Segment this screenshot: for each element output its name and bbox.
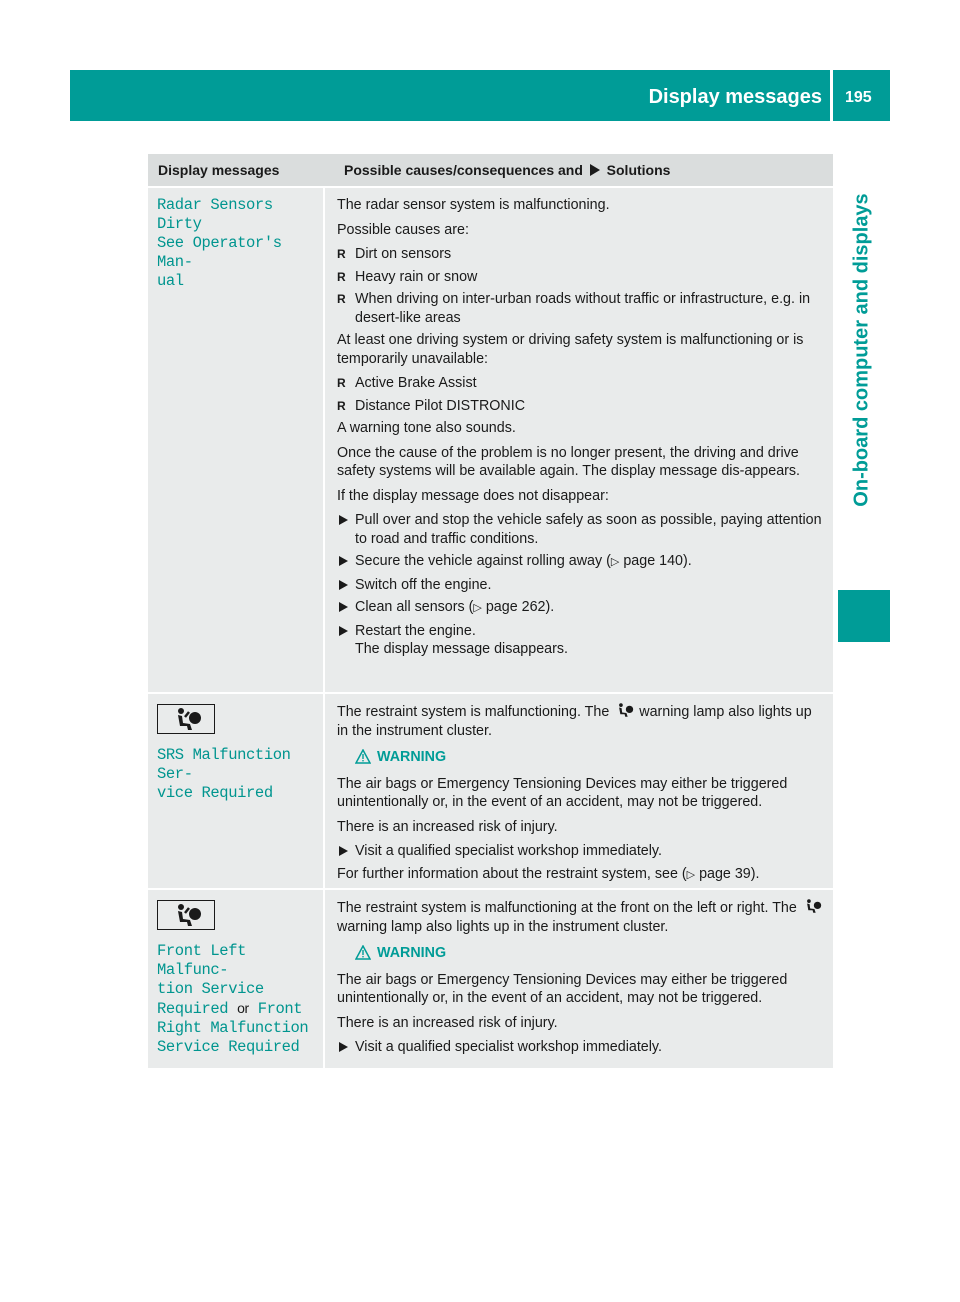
message-cell [148,694,323,888]
column-header-causes: Possible causes/consequences and Solutions [344,162,671,178]
airbag-icon [613,702,635,718]
solution-cell: The radar sensor system is malfunctioning. Possible causes are: R Dirt on sensors R Heavy rain or snow R When driving on inter-urban roads without traffic or infrastructure, e.g. in desert-like areas At least one driving system or driving safety system is malfunctioning or is temporarily unavailable: R Active Brake Assist R Distance Pilot DISTRONIC A warning tone also sounds. Once the cause of the problem is no longer present, the driving and drive safety systems will be available again. The display message dis-appears. If the display message does not disappear: Pull over and stop the vehicle safely as soon as possible, paying attention to road and traffic conditions. Secure the vehicle against rolling away (▷ page 140). Switch off the engine. Clean all sensors (▷ page 262). Restart the engine. The display message disappears. [323,188,833,692]
display-message: Front Left Malfunc‐ tion Service Required or Front Right Malfunction Service Required [157,942,309,1056]
list-item: R Active Brake Assist [337,374,825,393]
list-item: Restart the engine. The display message disappears. [337,622,825,659]
arrow-icon [590,164,600,176]
header-separator [830,70,833,121]
list-item: R Heavy rain or snow [337,268,825,287]
warning-heading: WARNING [355,944,825,963]
page-number: 195 [845,89,872,106]
list-item: Switch off the engine. [337,576,825,595]
display-messages-table [148,154,833,1068]
list-item: Pull over and stop the vehicle safely as soon as possible, paying attention to road and traffic conditions. [337,511,825,548]
solution-cell: The restraint system is malfunctioning. The warning lamp also lights up in the instrument cluster. WARNING The air bags or Emergency Tensioning Devices may either be triggered unintentionally or, in the event of an accident, may not be triggered. There is an increased risk of injury. Visit a qualified specialist workshop immediately. For further information about the restraint system, see (▷ page 39). [323,694,833,888]
message-cell [148,890,323,1068]
airbag-warning-icon [157,704,215,734]
list-item: Clean all sensors (▷ page 262). [337,598,825,618]
list-item: R Distance Pilot DISTRONIC [337,397,825,416]
table-row [148,692,833,888]
warning-icon [355,945,371,960]
page-title: Display messages [648,86,822,108]
list-item: Visit a qualified specialist workshop immediately. [337,1038,825,1057]
chapter-label: On-board computer and displays [850,193,873,507]
list-item: Secure the vehicle against rolling away (▷ page 140). [337,552,825,572]
message-cell [148,188,323,692]
warning-icon [355,749,371,764]
list-item: R Dirt on sensors [337,245,825,264]
display-message: Radar Sensors Dirty See Operator's Man‐ ual [157,196,282,290]
list-item: Visit a qualified specialist workshop immediately. [337,842,825,861]
list-item: R When driving on inter-urban roads without traffic or infrastructure, e.g. in desert-like areas [337,290,825,327]
xref-icon: ▷ [473,602,482,614]
display-message: SRS Malfunction Ser‐ vice Required [157,746,291,802]
airbag-icon [801,898,823,914]
xref-icon: ▷ [686,868,696,881]
xref-icon: ▷ [610,556,620,568]
chapter-marker [838,590,890,642]
warning-heading: WARNING [355,748,825,767]
airbag-warning-icon [157,900,215,930]
table-header [148,154,833,186]
column-header-messages: Display messages [158,162,280,178]
solution-cell: The restraint system is malfunctioning at the front on the left or right. The warning lamp also lights up in the instrument cluster. WARNING The air bags or Emergency Tensioning Devices may either be triggered unintentionally or, in the event of an accident, may not be triggered. There is an increased risk of injury. Visit a qualified specialist workshop immediately. [323,890,833,1068]
table-row [148,888,833,1068]
table-row [148,186,833,692]
